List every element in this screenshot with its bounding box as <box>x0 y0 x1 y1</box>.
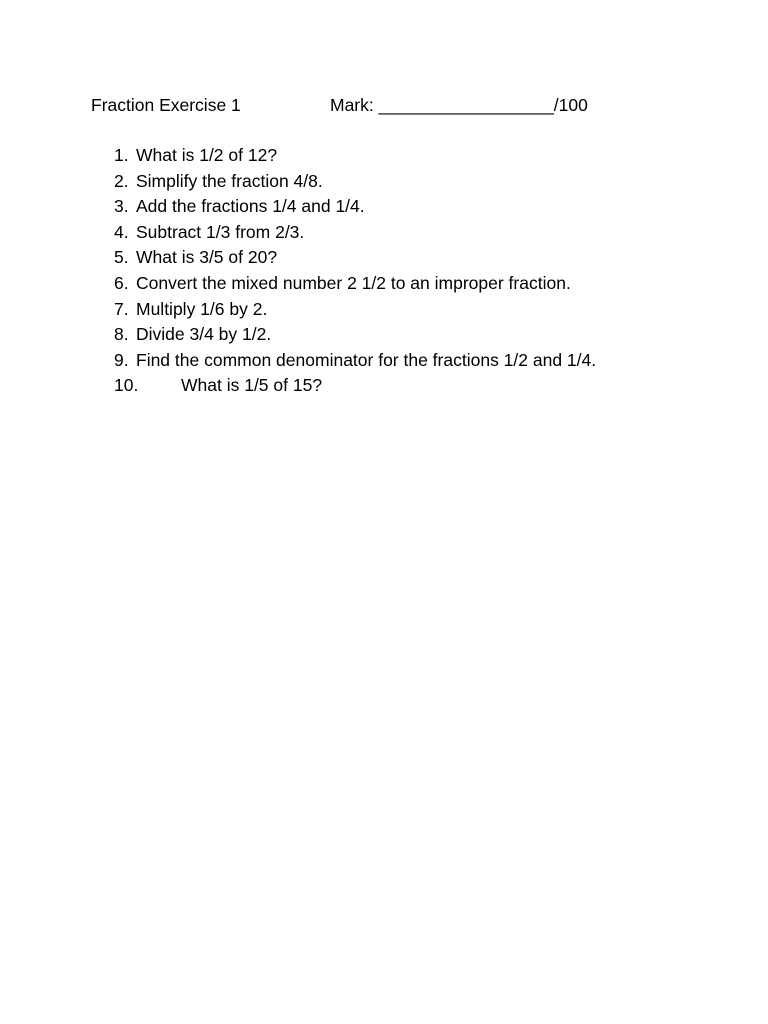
question-text: Convert the mixed number 2 1/2 to an improper fraction. <box>136 272 571 293</box>
question-text: Find the common denominator for the fractions 1/2 and 1/4. <box>136 349 597 370</box>
question-item-5 <box>0 245 768 271</box>
question-text: Divide 3/4 by 1/2. <box>136 324 272 345</box>
mark-field: Mark: __________________/100 <box>330 95 588 115</box>
question-item-4 <box>0 220 768 246</box>
question-number: 10. <box>114 375 139 396</box>
question-text: What is 1/5 of 15? <box>181 375 323 396</box>
question-item-1 <box>0 143 768 169</box>
question-item-9 <box>0 348 768 374</box>
question-item-2 <box>0 169 768 195</box>
question-number: 6. <box>114 272 129 293</box>
question-text: What is 3/5 of 20? <box>136 247 278 268</box>
question-item-8 <box>0 322 768 348</box>
question-text: Simplify the fraction 4/8. <box>136 170 323 191</box>
question-item-6 <box>0 271 768 297</box>
question-number: 9. <box>114 349 129 370</box>
question-number: 8. <box>114 324 129 345</box>
question-text: Add the fractions 1/4 and 1/4. <box>136 196 365 217</box>
worksheet-title: Fraction Exercise 1 <box>91 95 241 115</box>
question-item-7 <box>0 297 768 323</box>
question-number: 2. <box>114 170 129 191</box>
question-number: 5. <box>114 247 129 268</box>
question-number: 7. <box>114 298 129 319</box>
question-list <box>0 143 768 399</box>
question-number: 4. <box>114 221 129 242</box>
question-item-3 <box>0 194 768 220</box>
question-number: 3. <box>114 196 129 217</box>
question-text: Multiply 1/6 by 2. <box>136 298 268 319</box>
question-text: What is 1/2 of 12? <box>136 145 278 165</box>
question-number: 1. <box>114 145 129 165</box>
worksheet-header <box>91 92 691 118</box>
question-item-10 <box>0 373 768 399</box>
question-text: Subtract 1/3 from 2/3. <box>136 221 305 242</box>
